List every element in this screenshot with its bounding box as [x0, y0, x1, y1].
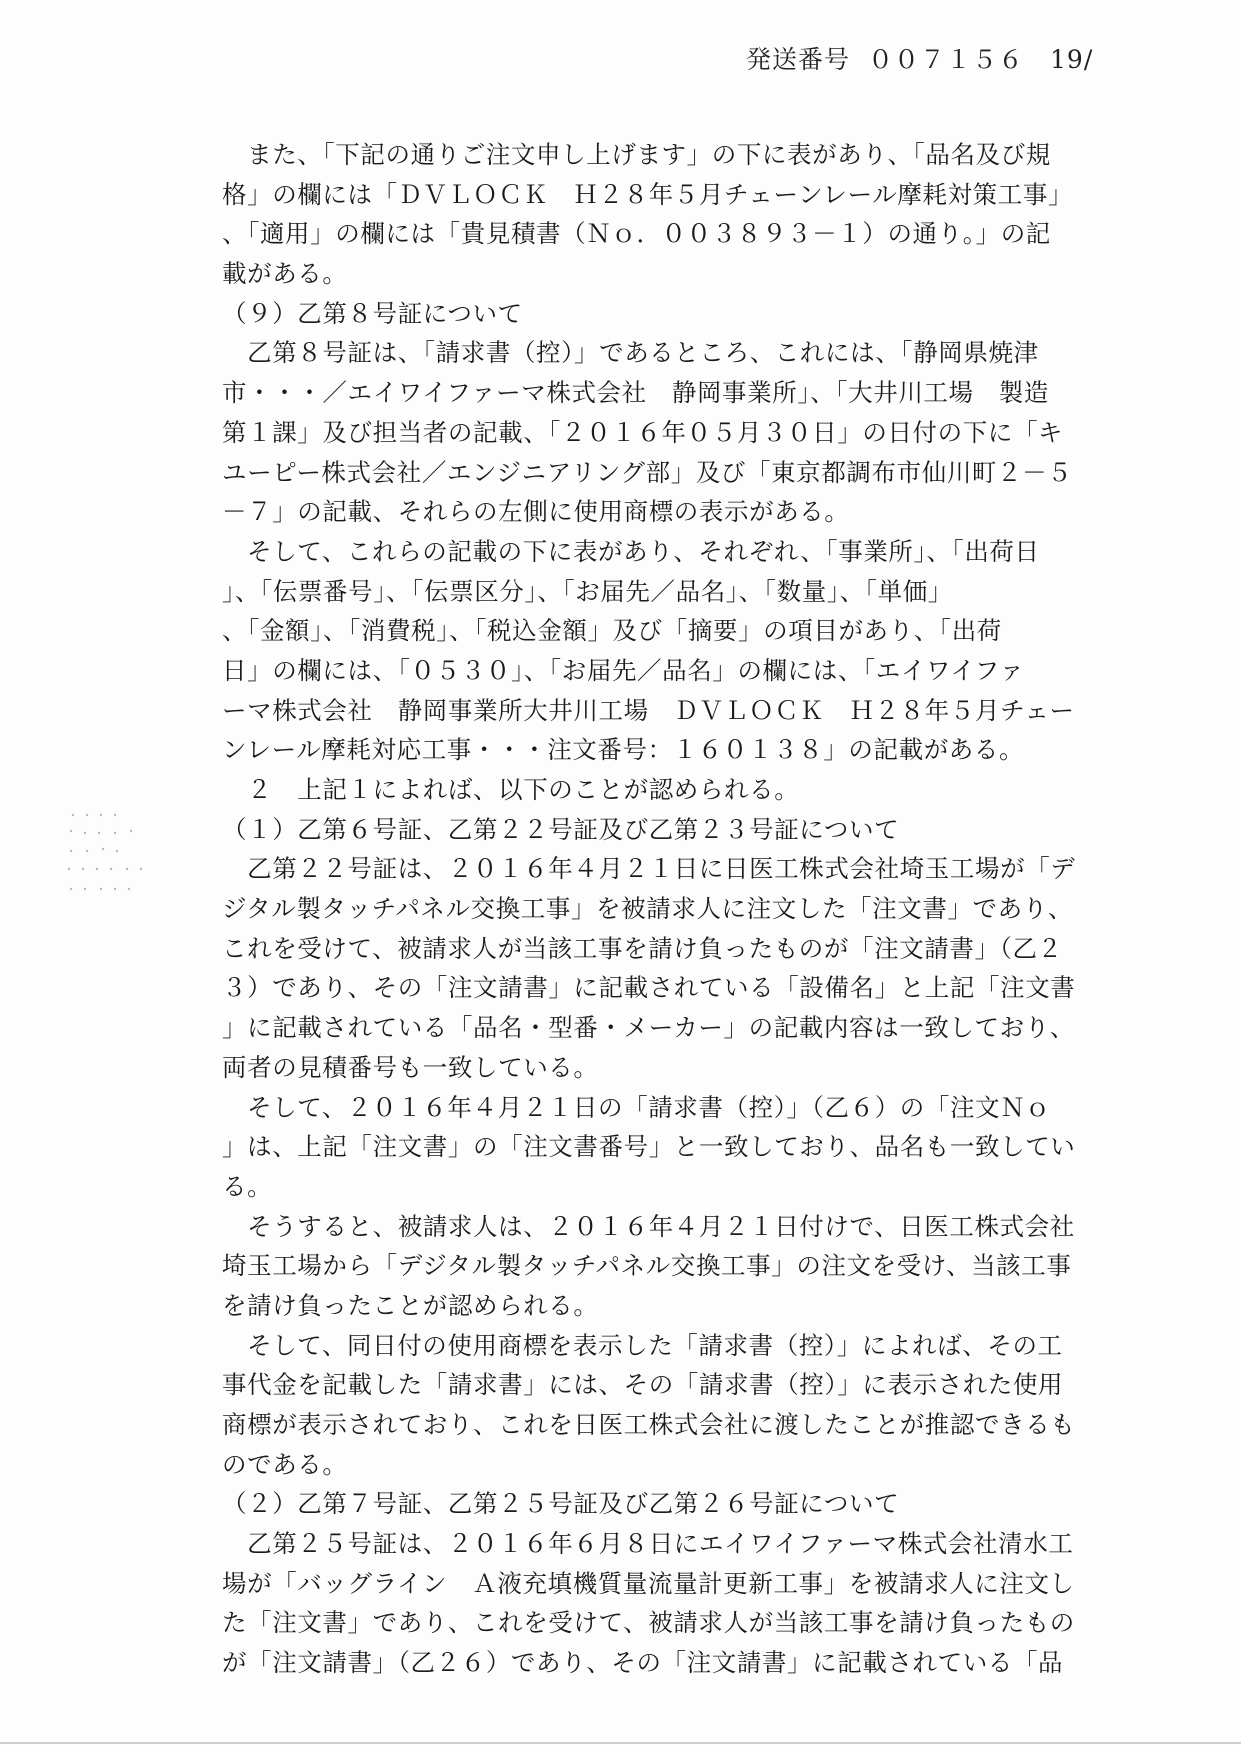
text-line: 両者の見積番号も一致している。	[222, 1052, 599, 1082]
text-line: ーマ株式会社 静岡事業所大井川工場 ＤＶＬＯＣＫ Ｈ２８年５月チェー	[222, 695, 1075, 725]
text-line: 第１課」及び担当者の記載、「２０１６年０５月３０日」の日付の下に「キ	[222, 417, 1064, 447]
text-line: ３）であり、その「注文請書」に記載されている「設備名」と上記「注文書	[222, 973, 1076, 1003]
section-heading: （２）乙第７号証、乙第２５号証及び乙第２６号証について	[222, 1489, 900, 1519]
text-line: 商標が表示されており、これを日医工株式会社に渡したことが推認できるも	[222, 1410, 1076, 1439]
text-line: そして、２０１６年４月２１日の「請求書（控）」（乙６）の「注文Ｎｏ	[222, 1092, 1051, 1122]
text-line: 」、「伝票番号」、「伝票区分」、「お届先／品名」、「数量」、「単価」	[222, 576, 953, 606]
text-line: ンレール摩耗対応工事・・・注文番号：１６０１３８」の記載がある。	[222, 735, 1025, 765]
document-header	[746, 40, 1093, 76]
text-line: 載がある。	[222, 259, 348, 289]
text-line: ユーピー株式会社／エンジニアリング部」及び「東京都調布市仙川町２－５	[222, 457, 1073, 487]
text-line: そして、これらの記載の下に表があり、それぞれ、「事業所」、「出荷日	[222, 536, 1040, 566]
text-line: そうすると、被請求人は、２０１６年４月２１日付けで、日医工株式会社	[222, 1211, 1075, 1241]
text-line: を請け負ったことが認められる。	[222, 1290, 599, 1320]
text-line: また、「下記の通りご注文申し上げます」の下に表があり、「品名及び規	[222, 140, 1051, 169]
text-line: 」に記載されている「品名・型番・メーカー」の記載内容は一致しており、	[222, 1013, 1075, 1043]
text-line: 格」の欄には「ＤＶＬＯＣＫ Ｈ２８年５月チェーンレール摩耗対策工事」	[222, 179, 1074, 209]
text-line: ジタル製タッチパネル交換工事」を被請求人に注文した「注文書」であり、	[222, 894, 1073, 924]
text-line: 事代金を記載した「請求書」には、その「請求書（控）」に表示された使用	[222, 1370, 1064, 1400]
text-line: のである。	[222, 1449, 348, 1479]
text-line: －７」の記載、それらの左側に使用商標の表示がある。	[222, 497, 850, 527]
text-line: これを受けて、被請求人が当該工事を請け負ったものが「注文請書」（乙２	[222, 933, 1063, 963]
dispatch-number: ００７１５６	[868, 45, 1025, 74]
scan-bottom-edge	[0, 1742, 1241, 1744]
text-line: 乙第８号証は、「請求書（控）」であるところ、これには、「静岡県焼津	[222, 338, 1039, 368]
scan-noise-graphic	[65, 811, 155, 931]
text-line: 、「金額」、「消費税」、「税込金額」及び「摘要」の項目があり、「出荷	[222, 616, 1002, 646]
section-heading: ２ 上記１によれば、以下のことが認められる。	[222, 775, 800, 804]
text-line: た「注文書」であり、これを受けて、被請求人が当該工事を請け負ったもの	[222, 1608, 1075, 1638]
text-line: 乙第２５号証は、２０１６年６月８日にエイワイファーマ株式会社清水工	[222, 1529, 1074, 1559]
scan-specks	[36, 795, 126, 915]
text-line: 」は、上記「注文書」の「注文書番号」と一致しており、品名も一致してい	[222, 1132, 1076, 1162]
text-line: そして、同日付の使用商標を表示した「請求書（控）」によれば、その工	[222, 1330, 1063, 1360]
text-line: 、「適用」の欄には「貴見積書（Ｎｏ．００３８９３－１）の通り。」の記	[222, 219, 1051, 249]
text-line: が「注文請書」（乙２６）であり、その「注文請書」に記載されている「品	[222, 1648, 1064, 1678]
text-line: る。	[222, 1171, 273, 1201]
text-line: 乙第２２号証は、２０１６年４月２１日に日医工株式会社埼玉工場が「デ	[222, 854, 1076, 884]
text-line: 市・・・／エイワイファーマ株式会社 静岡事業所」、「大井川工場 製造	[222, 378, 1049, 408]
document-body	[222, 135, 1082, 1683]
section-heading: （９）乙第８号証について	[222, 298, 523, 328]
text-line: 埼玉工場から「デジタル製タッチパネル交換工事」の注文を受け、当該工事	[222, 1251, 1072, 1281]
section-heading: （１）乙第６号証、乙第２２号証及び乙第２３号証について	[222, 814, 900, 844]
text-line: 場が「バッグライン Ａ液充填機質量流量計更新工事」を被請求人に注文し	[222, 1568, 1075, 1598]
text-line: 日」の欄には、「０５３０」、「お届先／品名」の欄には、「エイワイファ	[222, 655, 1025, 685]
dispatch-label: 発送番号	[746, 45, 851, 74]
page-number: 19/	[1050, 45, 1094, 74]
